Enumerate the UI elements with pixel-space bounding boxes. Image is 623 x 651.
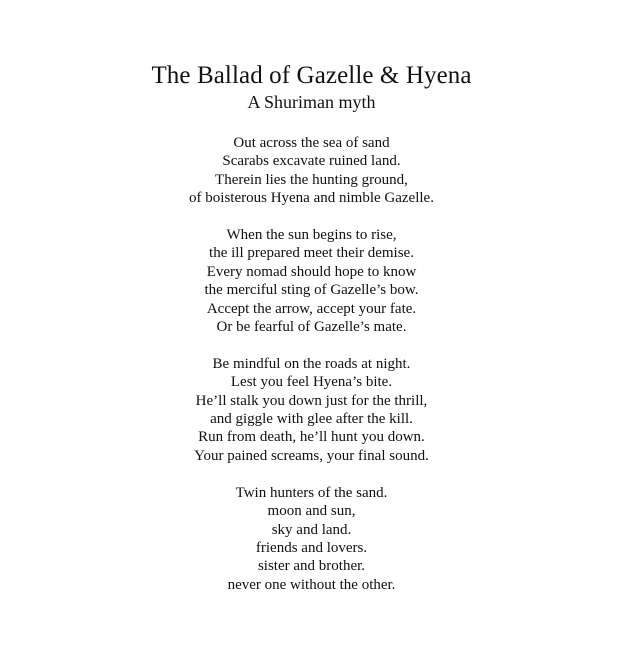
poem-line: and giggle with glee after the kill. [210,411,413,428]
poem-line: Twin hunters of the sand. [235,484,388,501]
poem-line: never one without the other. [227,576,396,593]
poem-body [0,134,623,613]
poem-line: sister and brother. [257,558,366,575]
poem-line: He’ll stalk you down just for the thrill, [195,392,428,409]
poem-line: When the sun begins to rise, [226,227,397,244]
poem-line: Every nomad should hope to know [206,263,417,280]
poem-line: Lest you feel Hyena’s bite. [230,374,393,391]
poem-line: the ill prepared meet their demise. [209,245,414,262]
poem-line: Your pained screams, your final sound. [194,447,429,464]
stanza-1 [0,134,623,208]
poem-title: The Ballad of Gazelle & Hyena [151,62,472,89]
poem-line: the merciful sting of Gazelle’s bow. [204,282,419,299]
poem-line: Out across the sea of sand [233,135,390,151]
poem-line: moon and sun, [267,503,356,520]
poem-line: Scarabs excavate ruined land. [222,153,401,170]
stanza-3 [0,355,623,465]
stanza-4 [0,484,623,594]
poem-line: Be mindful on the roads at night. [212,355,411,372]
poem-line: friends and lovers. [255,539,368,556]
stanza-2 [0,226,623,336]
poem-line: sky and land. [271,521,352,538]
poem-line: of boisterous Hyena and nimble Gazelle. [189,190,434,207]
poem-line: Therein lies the hunting ground, [215,171,408,188]
poem-subtitle: A Shuriman myth [247,92,376,112]
poem-line: Accept the arrow, accept your fate. [206,300,417,317]
poem-line: Or be fearful of Gazelle’s mate. [216,319,407,336]
poem-line: Run from death, he’ll hunt you down. [198,429,425,446]
